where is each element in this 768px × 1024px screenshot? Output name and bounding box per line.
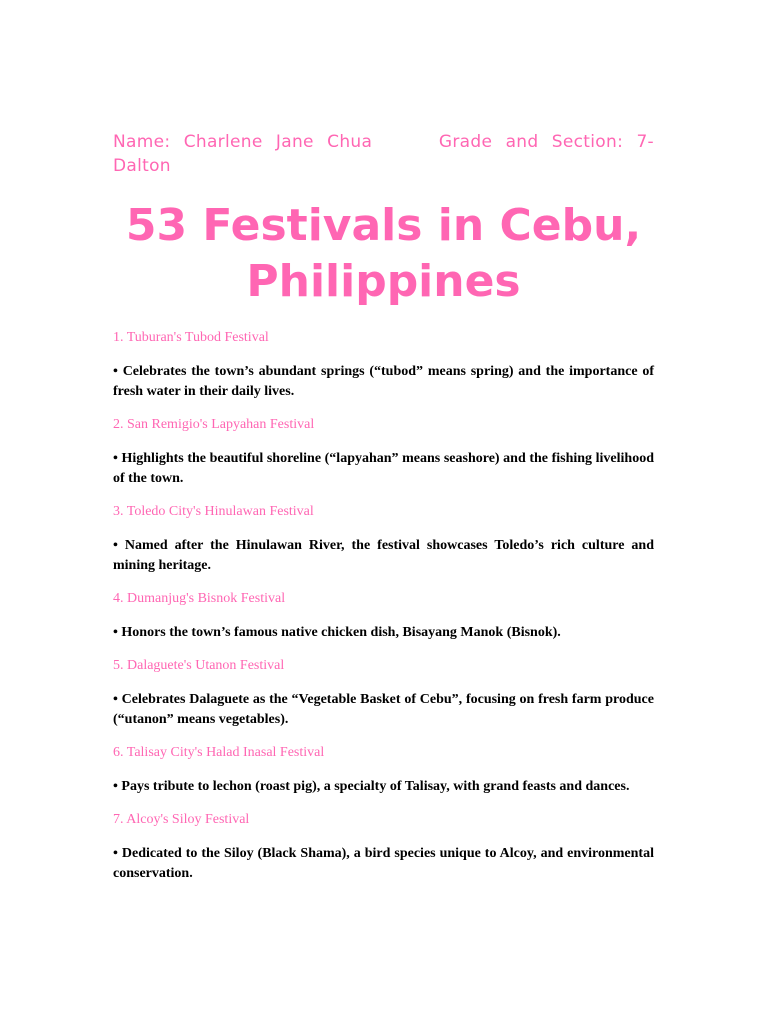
festival-list bbox=[113, 328, 654, 884]
list-item bbox=[113, 810, 654, 884]
list-item bbox=[113, 328, 654, 402]
festival-name: 5. Dalaguete's Utanon Festival bbox=[113, 658, 285, 673]
festival-description: • Celebrates the town’s abundant springs (“tubod” means spring) and the importance of fresh water in their daily lives. bbox=[113, 364, 654, 399]
festival-description: • Dedicated to the Siloy (Black Shama), a bird species unique to Alcoy, and environmental conservation. bbox=[113, 846, 654, 881]
festival-name: 2. San Remigio's Lapyahan Festival bbox=[113, 417, 315, 432]
festival-name: 7. Alcoy's Siloy Festival bbox=[113, 812, 250, 827]
list-item bbox=[113, 415, 654, 489]
list-item bbox=[113, 743, 654, 797]
festival-description: • Celebrates Dalaguete as the “Vegetable Basket of Cebu”, focusing on fresh farm produce (“utanon” means vegetables). bbox=[113, 692, 654, 727]
list-item bbox=[113, 656, 654, 730]
document-page bbox=[113, 130, 654, 897]
list-item bbox=[113, 589, 654, 643]
festival-description: • Pays tribute to lechon (roast pig), a specialty of Talisay, with grand feasts and dances. bbox=[113, 779, 630, 794]
festival-description: • Honors the town’s famous native chicken dish, Bisayang Manok (Bisnok). bbox=[113, 625, 561, 640]
festival-description: • Highlights the beautiful shoreline (“lapyahan” means seashore) and the fishing livelihood of the town. bbox=[113, 451, 654, 486]
festival-name: 6. Talisay City's Halad Inasal Festival bbox=[113, 745, 325, 760]
festival-name: 1. Tuburan's Tubod Festival bbox=[113, 330, 269, 345]
student-info: Name: Charlene Jane Chua Grade and Section: 7-Dalton bbox=[113, 132, 654, 176]
festival-name: 3. Toledo City's Hinulawan Festival bbox=[113, 504, 314, 519]
list-item bbox=[113, 502, 654, 576]
festival-description: • Named after the Hinulawan River, the festival showcases Toledo’s rich culture and mining heritage. bbox=[113, 538, 654, 573]
page-title: 53 Festivals in Cebu, Philippines bbox=[125, 200, 642, 307]
festival-name: 4. Dumanjug's Bisnok Festival bbox=[113, 591, 286, 606]
